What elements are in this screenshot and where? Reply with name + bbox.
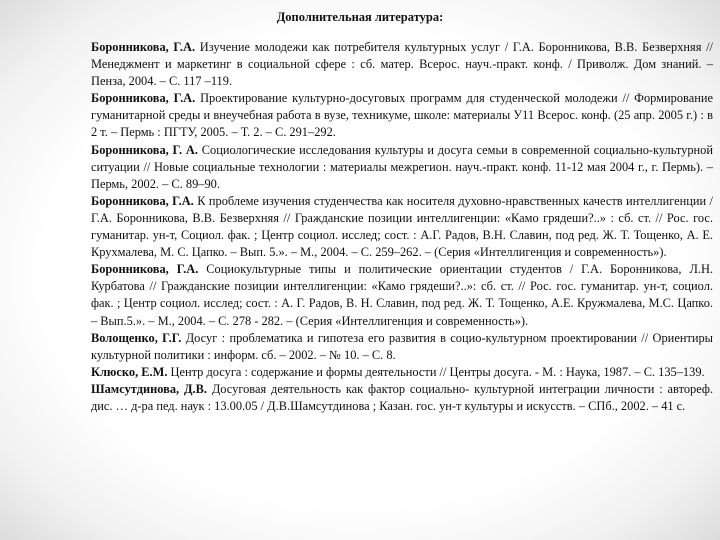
reference-text: К проблеме изучения студенчества как носителя духовно-нравственных качеств интеллигенции / Г.А. Боронникова, В.В. Безверхняя // Гражданские позиции интеллигенции: «Камо грядеши?..» : сб. ст. // Рос. гос. гуманитар. ун-т, Социол. фак. ; Центр социол. исслед; сост. : А.Г. Радов, В.Н. Славин, под ред. Ж. Т. Тощенко, А. Е. Крухмалева, М. С. Цапко. – Вып. 5.». – М., 2004. – С. 259–262. – (Серия «Интеллигенция и современность»). — [91, 193, 713, 260]
reference-text: Социологические исследования культуры и досуга семьи в современной социально-культурной ситуации // Новые социальные технологии : материалы межрегион. науч.-практ. конф. 11-12 мая 2004 г., г. Пермь). – Пермь, 2002. – С. 89–90. — [91, 142, 714, 191]
reference-author: Боронникова, Г.А. — [91, 262, 199, 277]
reference-item — [91, 39, 713, 90]
reference-item — [91, 142, 713, 193]
reference-author: Шамсутдинова, Д.В. — [91, 381, 207, 396]
reference-author: Боронникова, Г.А. — [91, 193, 194, 208]
reference-item — [91, 364, 713, 381]
reference-item — [91, 90, 713, 141]
reference-text: Досуг : проблематика и гипотеза его развития в социо-культурном проектировании // Ориентиры культурной политики : информ. сб. – 2002. – № 10. – С. 8. — [91, 330, 714, 362]
reference-item — [91, 193, 713, 261]
reference-author: Клюско, Е.М. — [91, 364, 168, 379]
reference-text: Проектирование культурно-досуговых программ для студенческой молодежи // Формирование гуманитарной среды и внеучебная работа в вузе, техникуме, школе: материалы У11 Всерос. конф. (25 апр. 2005 г.) : в 2 т. – Пермь : ПГТУ, 2005. – Т. 2. – С. 291–292. — [91, 91, 713, 140]
reference-item — [91, 261, 713, 329]
reference-item — [91, 381, 713, 415]
reference-text: Социокультурные типы и политические ориентации студентов / Г.А. Боронникова, Л.Н. Курбатова // Гражданские позиции интеллигенции: «Камо грядеши?..»: сб. ст. // Рос. гос. гуманитар. ун-т, социол. фак. ; Центр социол. исслед; сост. : А. Г. Радов, В. Н. Славин, под ред. Ж. Т. Тощенко, А.Е. Кружмалева, М.С. Цапко. – Вып.5.». – М., 2004. – С. 278 - 282. – (Серия «Интеллигенция и современность»). — [91, 262, 713, 328]
reference-item — [91, 330, 713, 364]
reference-author: Боронникова, Г. А. — [91, 142, 198, 157]
reference-author: Боронникова, Г.А. — [91, 40, 196, 54]
reference-list — [91, 39, 713, 415]
reference-text: Изучение молодежи как потребителя культурных услуг / Г.А. Боронникова, В.В. Безверхняя // Менеджмент и маркетинг в социальной сфере : сб. матер. Всерос. науч.-практ. конф. / Приволж. Дом знаний. – Пенза, 2004. – С. 117 –119. — [91, 40, 713, 89]
reference-author: Волощенко, Г.Г. — [91, 330, 182, 345]
reference-text: Досуговая деятельность как фактор социально- культурной интеграции личности : автореф. дис. … д-ра пед. наук : 13.00.05 / Д.В.Шамсутдинова ; Казан. гос. ун-т культуры и искусств. – СПб., 2002. – 41 с. — [91, 381, 713, 413]
page-title: Дополнительная литература: — [276, 10, 444, 24]
reference-author: Боронникова, Г.А. — [91, 91, 196, 106]
reference-text: Центр досуга : содержание и формы деятельности // Центры досуга. - М. : Наука, 1987. – С. 135–139. — [167, 364, 705, 379]
